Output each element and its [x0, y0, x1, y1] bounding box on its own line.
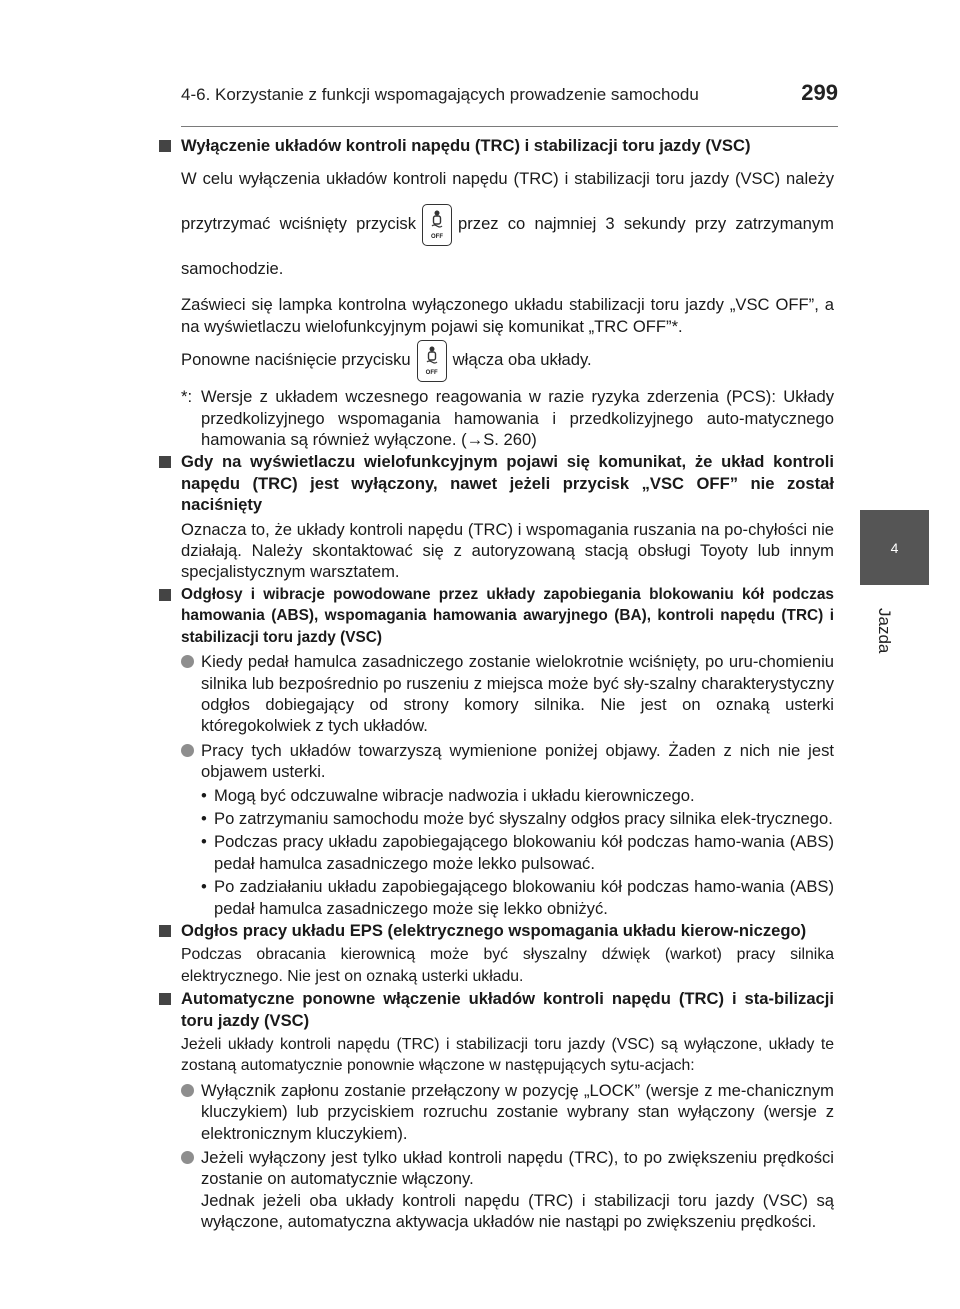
paragraph: Podczas obracania kierownicą może być słyszalny dźwięk (warkot) pracy silnika elektrycznego. Nie jest on oznaką usterki układu.	[181, 946, 834, 985]
paragraph: Zaświeci się lampka kontrolna wyłączonego układu stabilizacji toru jazdy „VSC OFF”, a na wyświetlaczu wielofunkcyjnym pojawi się komunikat „TRC OFF”*.	[181, 295, 834, 336]
chapter-number: 4	[890, 539, 899, 556]
sub-list-item-text: Po zatrzymaniu samochodu może być słyszalny odgłos pracy silnika elek-trycznego.	[214, 808, 833, 828]
off-label: OFF	[425, 369, 438, 376]
bullet-dot-icon: •	[201, 785, 207, 805]
text-span: Ponowne naciśnięcie przycisku	[181, 350, 411, 370]
section-title: Wyłączenie układów kontroli napędu (TRC) i stabilizacji toru jazdy (VSC)	[181, 136, 751, 155]
list-item-text: Wyłącznik zapłonu zostanie przełączony w pozycję „LOCK” (wersje z me-chanicznym kluczykiem) lub przyciskiem rozruchu zostanie wybrany stan wyłączony (wersje z elektronicznym kluczykiem).	[201, 1080, 834, 1143]
bullet-dot-icon: •	[201, 832, 207, 852]
list-item	[181, 1080, 834, 1144]
paragraph	[181, 337, 834, 382]
footnote-text: Wersje z układem wczesnego reagowania w razie ryzyka zderzenia (PCS): Układy przedkolizyjnego wspomagania hamowania i przedkolizyjnego auto-matycznego hamowania są również wyłączone. (→S. 260)	[201, 387, 834, 450]
list-item-text: Kiedy pedał hamulca zasadniczego zostanie wielokrotnie wciśnięty, po uru-chomieniu silnika lub bezpośrednio po ruszeniu z miejsca może być sły-szalny charakterystyczny odgłos dobiegający od strony komory silnika. Nie jest on oznaką usterki któregokolwiek z tych układów.	[201, 652, 834, 736]
header-title: 4-6. Korzystanie z funkcji wspomagających prowadzenie samochodu	[181, 85, 699, 104]
list-item-text: Jednak jeżeli oba układy kontroli napędu (TRC) i stabilizacji toru jazdy (VSC) są wyłączone, automatyczna aktywacja układów nie nastąpi po zwiększeniu prędkości.	[201, 1190, 834, 1232]
vsc-off-button-icon	[422, 204, 452, 246]
list-item	[181, 1147, 834, 1233]
section-title: Odgłosy i wibracje powodowane przez układy zapobiegania blokowaniu kół podczas hamowania (ABS), wspomagania hamowania awaryjnego (BA), kontroli napędu (TRC) i stabilizacji toru jazdy (VSC)	[181, 585, 834, 646]
text-span: przez co najmniej 3 sekundy przy zatrzymanym samochodzie.	[181, 214, 834, 279]
section-noise-vibration	[158, 584, 834, 919]
section-trc-message	[158, 451, 834, 582]
bullet-circle-icon	[181, 1084, 194, 1097]
text-span: W celu wyłączenia układów kontroli napędu (TRC) i stabilizacji toru jazdy (VSC) należy przytrzymać wciśnięty przycisk	[181, 169, 834, 234]
text-span: włącza oba układy.	[452, 350, 592, 370]
section-square-icon	[159, 456, 171, 468]
paragraph: Oznacza to, że układy kontroli napędu (TRC) i wspomagania ruszania na po-chyłości nie działają. Należy skontaktować się z autoryzowaną stacją obsługi Toyoty lub innym specjalistycznym warsztatem.	[181, 519, 834, 582]
list-item	[181, 651, 834, 737]
sub-list-item	[201, 876, 834, 919]
header-divider	[181, 126, 838, 127]
section-vsc-off	[158, 135, 834, 450]
page-content	[158, 134, 834, 1233]
section-square-icon	[159, 925, 171, 937]
footnote	[181, 386, 834, 450]
section-square-icon	[159, 993, 171, 1005]
chapter-tab	[860, 510, 929, 585]
sub-list-item	[201, 831, 834, 874]
section-title: Odgłos pracy układu EPS (elektrycznego wspomagania układu kierow-niczego)	[181, 920, 807, 940]
sub-list-item-text: Mogą być odczuwalne wibracje nadwozia i układu kierowniczego.	[214, 785, 695, 805]
sub-list-item-text: Po zadziałaniu układu zapobiegającego blokowaniu kół podczas hamo-wania (ABS) pedał hamulca zasadniczego może się lekko obniżyć.	[214, 877, 834, 918]
section-square-icon	[159, 140, 171, 152]
list-item-text: Jeżeli wyłączony jest tylko układ kontroli napędu (TRC), to po zwiększeniu prędkości zostanie on automatycznie włączony.	[201, 1148, 834, 1189]
bullet-dot-icon: •	[201, 877, 207, 897]
section-title: Automatyczne ponowne włączenie układów kontroli napędu (TRC) i sta-bilizacji toru jazdy (VSC)	[181, 989, 834, 1030]
sub-list-item	[201, 808, 834, 829]
bullet-circle-icon	[181, 655, 194, 668]
section-square-icon	[159, 589, 171, 601]
sub-list-item	[201, 785, 834, 806]
footnote-mark: *:	[181, 387, 193, 407]
bullet-circle-icon	[181, 744, 194, 757]
list-item-text: Pracy tych układów towarzyszą wymienione poniżej objawy. Żaden z nich nie jest objawem usterki.	[201, 740, 834, 782]
bullet-circle-icon	[181, 1151, 194, 1164]
off-label: OFF	[431, 234, 444, 241]
vsc-off-button-icon	[417, 340, 447, 382]
paragraph	[181, 156, 834, 291]
section-auto-reactivation	[158, 988, 834, 1232]
page-number: 299	[801, 80, 838, 105]
bullet-dot-icon: •	[201, 808, 207, 828]
section-eps-noise	[158, 920, 834, 987]
chapter-label: Jazda	[875, 608, 894, 654]
page-header	[181, 80, 838, 116]
section-title: Gdy na wyświetlaczu wielofunkcyjnym pojawi się komunikat, że układ kontroli napędu (TRC) jest wyłączony, nawet jeżeli przycisk „VSC OFF” nie został naciśnięty	[181, 452, 834, 515]
paragraph: Jeżeli układy kontroli napędu (TRC) i stabilizacji toru jazdy (VSC) są wyłączone, układy te zostaną automatycznie ponownie włączone w następujących sytu-acjach:	[181, 1036, 834, 1075]
list-item	[181, 740, 834, 919]
sub-list-item-text: Podczas pracy układu zapobiegającego blokowaniu kół podczas hamo-wania (ABS) pedał hamulca zasadniczego może lekko pulsować.	[214, 832, 834, 873]
